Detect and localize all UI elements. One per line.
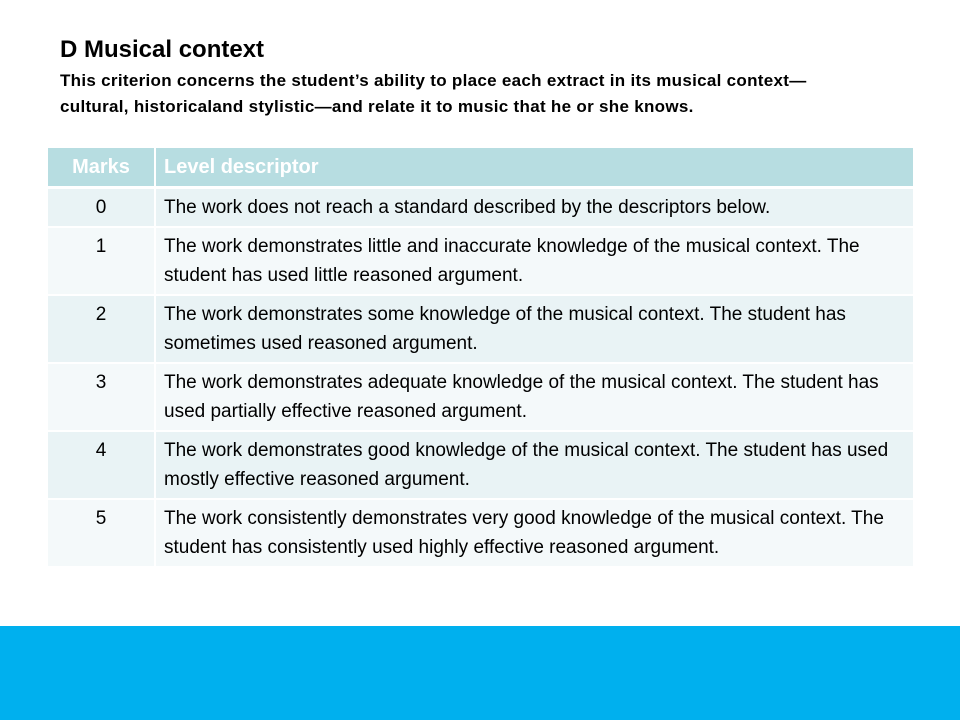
mark-cell: 1	[48, 227, 155, 295]
table-header-row	[48, 148, 913, 188]
descriptor-cell: The work demonstrates some knowledge of the musical context. The student has sometimes used reasoned argument.	[155, 295, 913, 363]
marks-column-header: Marks	[48, 148, 155, 188]
table-row	[48, 363, 913, 431]
page-title: D Musical context	[60, 36, 265, 63]
mark-cell: 5	[48, 499, 155, 567]
table-row	[48, 499, 913, 567]
descriptor-cell: The work does not reach a standard described by the descriptors below.	[155, 188, 913, 228]
table-row	[48, 188, 913, 228]
descriptor-cell: The work consistently demonstrates very good knowledge of the musical context. The student has consistently used highly effective reasoned argument.	[155, 499, 913, 567]
mark-cell: 0	[48, 188, 155, 228]
table-row	[48, 295, 913, 363]
mark-cell: 4	[48, 431, 155, 499]
mark-cell: 2	[48, 295, 155, 363]
level-descriptor-table	[48, 148, 913, 568]
descriptor-cell: The work demonstrates little and inaccurate knowledge of the musical context. The student has used little reasoned argument.	[155, 227, 913, 295]
criterion-description: This criterion concerns the student’s ability to place each extract in its musical context—cultural, historicaland stylistic—and relate it to music that he or she knows.	[60, 71, 807, 116]
descriptor-cell: The work demonstrates adequate knowledge of the musical context. The student has used partially effective reasoned argument.	[155, 363, 913, 431]
table-row	[48, 227, 913, 295]
table-row	[48, 431, 913, 499]
footer-band	[0, 626, 960, 720]
descriptor-column-header: Level descriptor	[155, 148, 913, 188]
mark-cell: 3	[48, 363, 155, 431]
descriptor-cell: The work demonstrates good knowledge of the musical context. The student has used mostly effective reasoned argument.	[155, 431, 913, 499]
